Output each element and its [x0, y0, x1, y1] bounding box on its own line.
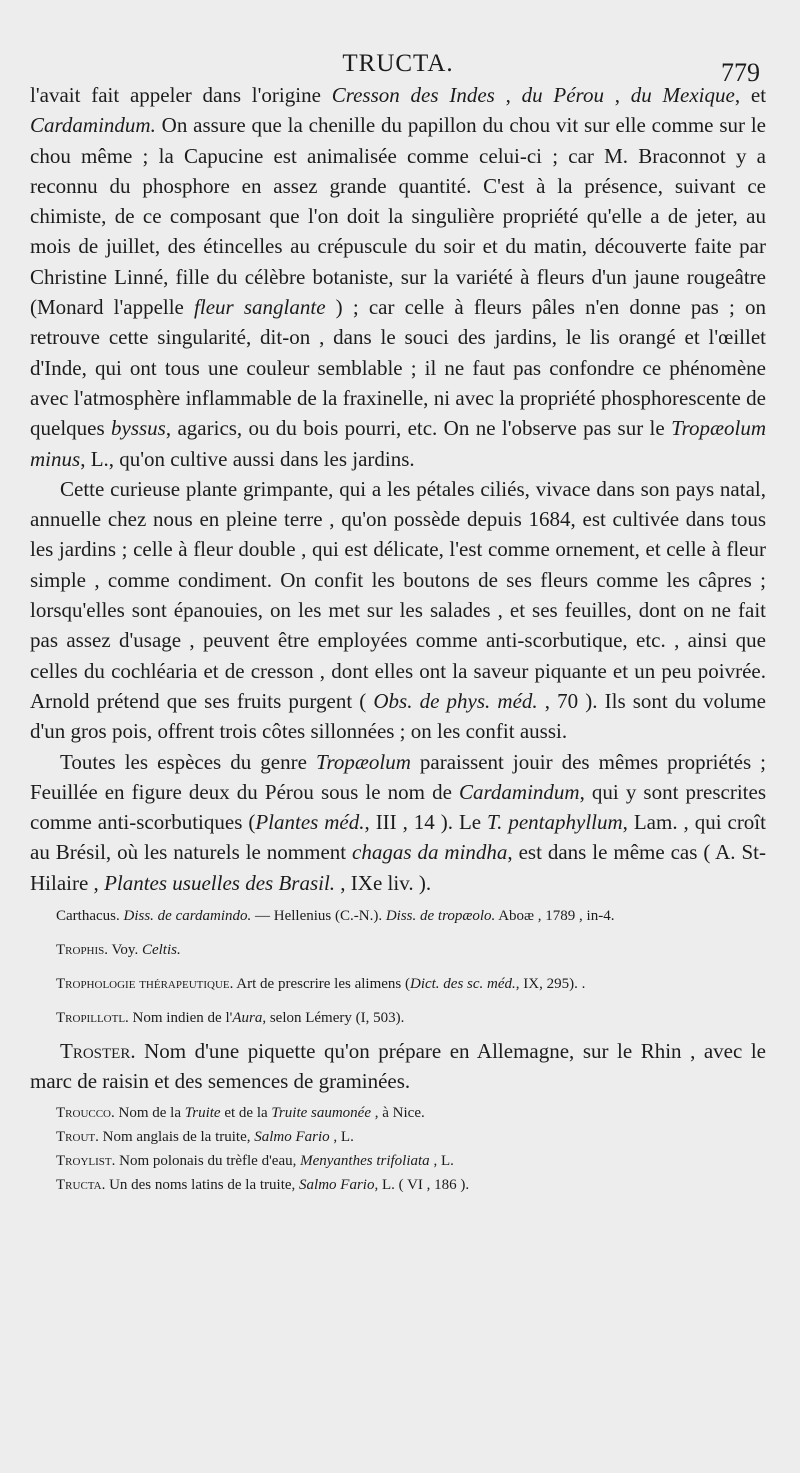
page-number: 779	[721, 58, 760, 87]
body-text	[30, 80, 766, 898]
italic-text: Truite saumonée	[271, 1104, 372, 1121]
italic-text: byssus	[111, 416, 166, 441]
italic-text: Celtis.	[141, 942, 181, 959]
text-run: Carthacus.	[56, 908, 124, 925]
text-run: , L. ( VI , 186 ).	[374, 1176, 470, 1193]
reference-entry	[30, 972, 766, 996]
short-entries	[30, 1101, 766, 1197]
italic-text: Aura	[232, 1010, 263, 1027]
dictionary-entry	[30, 1125, 766, 1149]
text-run: Art de prescrire les alimens (	[233, 976, 410, 993]
dictionary-entry-large	[30, 1036, 766, 1097]
text-run: On assure que la chenille du papillon du chou vit sur elle comme sur le chou même ; la Capucine est animalisée comme celui-ci ; car M. Braconnot y a reconnu du phosphore en assez grande quantité. C'est à la présence, suivant ce chimiste, de ce composant que l'on doit la singulière propriété qu'elle a de jeter, au mois de juillet, des étincelles au crépuscule du soir et du matin, découverte faite par Christine Linné, fille du célèbre botaniste, sur la variété à fleurs d'un jaune rougeâtre (Monard l'appelle	[30, 113, 766, 320]
text-run: , à Nice.	[371, 1104, 425, 1121]
paragraph	[30, 80, 766, 474]
dictionary-entry	[30, 1149, 766, 1173]
italic-text: T. pentaphyllum	[487, 810, 623, 835]
text-run: et de la	[220, 1104, 272, 1121]
italic-text: Dict. des sc. méd.	[409, 976, 516, 993]
reference-entry	[30, 904, 766, 928]
text-run: , IX, 295). .	[515, 976, 586, 993]
italic-text: Obs. de phys. méd.	[373, 688, 538, 713]
entry-headword: Troucco.	[56, 1104, 115, 1121]
reference-entry	[30, 938, 766, 962]
text-run: , L., qu'on cultive aussi dans les jardins.	[80, 446, 415, 471]
text-run: paraissent jouir des mêmes propriétés ; Feuillée en figure deux du Pérou sous le nom de	[30, 749, 766, 804]
text-run: — Hellenius (C.-N.).	[251, 908, 386, 925]
paragraph	[30, 474, 766, 747]
text-run: ) ; car celle à fleurs pâles n'en donne pas ; on retrouve cette singularité, dit-on , dans le souci des jardins, le lis orangé et l'œillet d'Inde, qui ont tous une couleur semblable ; il ne faut pas confondre ce phénomène avec l'atmosphère inflammable de la fraxinelle, ni avec la propriété phosphorescente de quelques	[30, 295, 766, 441]
italic-text: Tropæolum minus	[30, 416, 766, 471]
text-run: , et	[734, 83, 767, 107]
italic-text: Diss. de cardamindo.	[123, 908, 252, 925]
italic-text: chagas da mindha	[352, 840, 508, 865]
text-run: Cette curieuse plante grimpante, qui a les pétales ciliés, vivace dans son pays natal, annuelle chez nous en pleine terre , qu'on possède depuis 1684, est cultivée dans tous les jardins ; celle à fleur double , qui est délicate, l'est comme ornement, et celle à fleur simple , comme condiment. On confit les boutons de ses fleurs comme les câpres ; lorsqu'elles sont épanouies, on les met sur les salades , et ses feuilles, dont on ne fait pas assez d'usage , peuvent être employées comme anti-scorbutique, etc. , ainsi que celles du cochléaria et de cresson , dont elles ont la saveur piquante et un peu poivrée. Arnold prétend que ses fruits purgent (	[30, 476, 766, 713]
entry-headword: Trout.	[56, 1128, 99, 1145]
italic-text: fleur sanglante	[194, 295, 326, 320]
text-run: , L.	[329, 1128, 354, 1145]
text-run: Nom de la	[114, 1104, 185, 1121]
reference-list	[30, 904, 766, 1030]
italic-text: Cardamindum.	[30, 113, 156, 138]
text-run: , IXe liv. ).	[335, 870, 432, 895]
text-run: Un des noms latins de la truite,	[105, 1176, 300, 1193]
italic-text: du Pérou	[521, 83, 604, 107]
italic-text: Menyanthes trifoliata	[300, 1152, 430, 1169]
entry-headword: Tropillotl.	[56, 1010, 129, 1027]
text-run: Toutes les espèces du genre	[60, 749, 316, 774]
text-run: Nom d'une piquette qu'on prépare en Allemagne, sur le Rhin , avec le marc de raisin et des semences de graminées.	[30, 1039, 766, 1094]
entry-headword: Trophis.	[56, 942, 109, 959]
text-run: , agarics, ou du bois pourri, etc. On ne l'observe pas sur le	[165, 416, 672, 441]
text-run: , Lam. , qui croît au Brésil, où les naturels le nomment	[30, 810, 766, 865]
text-run: Aboæ , 1789 , in-4.	[495, 908, 615, 925]
dictionary-entry	[30, 1036, 766, 1097]
entry-headword: Troylist.	[56, 1152, 116, 1169]
italic-text: Cresson des Indes	[331, 83, 495, 107]
italic-text: Plantes méd.	[255, 810, 365, 835]
text-run: , 70 ). Ils sont du volume d'un gros pois, offrent trois côtes sillonnées ; on les confit aussi.	[30, 688, 766, 744]
entry-headword: Troster.	[60, 1039, 136, 1064]
italic-text: Salmo Fario	[254, 1128, 330, 1145]
text-run: Nom indien de l'	[128, 1010, 233, 1027]
dictionary-entry	[30, 1101, 766, 1125]
text-run: , est dans le même cas ( A. St-Hilaire ,	[30, 840, 766, 895]
italic-text: Tropæolum	[315, 749, 411, 774]
text-run: Nom polonais du trèfle d'eau,	[115, 1152, 301, 1169]
italic-text: du Mexique	[630, 83, 735, 107]
text-run: ,	[603, 83, 631, 107]
italic-text: Cardamindum	[459, 779, 580, 804]
text-run: Voy.	[108, 942, 142, 959]
text-run: Nom anglais de la truite,	[98, 1128, 255, 1145]
italic-text: Truite	[184, 1104, 221, 1121]
running-title: TRUCTA.	[342, 50, 454, 77]
entry-headword: Trophologie thérapeutique.	[56, 976, 234, 993]
dictionary-entry	[30, 1173, 766, 1197]
text-run: , qui y sont prescrites comme anti-scorbutiques (	[30, 779, 766, 835]
reference-entry	[30, 1006, 766, 1030]
text-run: l'avait fait appeler dans l'origine	[30, 83, 332, 107]
text-run: , III , 14 ). Le	[364, 810, 488, 835]
entry-headword: Tructa.	[56, 1176, 106, 1193]
text-run: ,	[494, 83, 522, 107]
text-run: , L.	[429, 1152, 454, 1169]
text-run: , selon Lémery (I, 503).	[262, 1010, 405, 1027]
paragraph	[30, 747, 766, 898]
running-head	[30, 0, 766, 87]
italic-text: Plantes usuelles des Brasil.	[104, 870, 336, 895]
italic-text: Salmo Fario	[299, 1176, 375, 1193]
italic-text: Diss. de tropæolo.	[385, 908, 496, 925]
